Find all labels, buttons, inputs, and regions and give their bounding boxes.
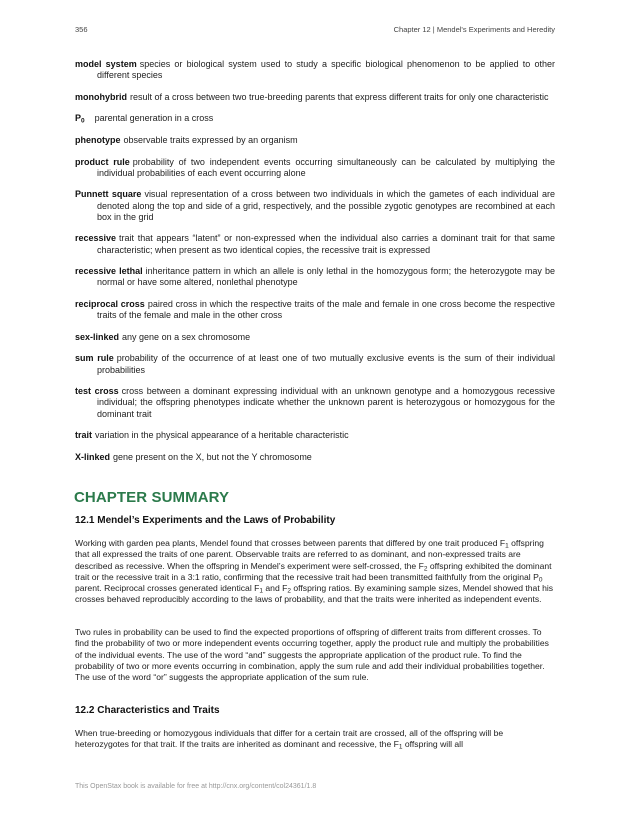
glossary-definition: visual representation of a cross between two individuals in which the gametes of each individual are denoted along the top and side of a grid, respectively, and the possible zygotic genotypes are recombined at each box in the grid (97, 189, 555, 222)
glossary-entry (75, 430, 555, 441)
glossary-term: X-linked (75, 451, 111, 462)
glossary-term: Punnett square (75, 189, 142, 200)
subscript: 1 (398, 743, 403, 751)
glossary-term: recessive (75, 233, 117, 244)
glossary-definition: trait that appears “latent” or non-expressed when the individual also carries a dominant trait for that same characteristic; when present as two identical copies, the recessive trait is expressed (97, 233, 555, 255)
text-run: When true-breeding or homozygous individuals that differ for a certain trait are crossed, all of the offspring will be heterozygotes for that trait. If the traits are inherited as dominant and recessive, the F (75, 728, 504, 750)
page-number: 356 (75, 25, 88, 34)
glossary-definition: result of a cross between two true-breeding parents that express different traits for only one characteristic (130, 91, 549, 102)
glossary-term-text: P (75, 113, 82, 124)
glossary-definition: parental generation in a cross (94, 113, 214, 124)
glossary-definition: gene present on the X, but not the Y chromosome (113, 451, 312, 462)
subscript: 2 (423, 565, 428, 573)
glossary-term-subscript: 0 (81, 117, 85, 125)
glossary-definition: variation in the physical appearance of a heritable characteristic (95, 430, 349, 441)
glossary-entry (75, 59, 555, 81)
glossary-entry (75, 233, 555, 255)
footer-note: This OpenStax book is available for free at http://cnx.org/content/col24361/1.8 (75, 783, 317, 790)
subscript: 2 (287, 587, 292, 595)
glossary-definition: any gene on a sex chromosome (122, 331, 251, 342)
text-run: and F (263, 583, 288, 594)
text-run: Working with garden pea plants, Mendel found that crosses between parents that differed by one trait produced F (75, 538, 506, 548)
glossary-entry (75, 92, 555, 103)
glossary-term: model system (75, 59, 137, 69)
text-run: offspring ratios. By examining sample sizes, Mendel showed that his crosses behaved reproducibly according to the laws of probability, and that the traits were inherited as independent events. (75, 583, 554, 605)
glossary-entry (75, 332, 555, 343)
glossary-entry (75, 299, 555, 321)
glossary-term: recessive lethal (75, 266, 143, 277)
subscript: 1 (259, 587, 264, 595)
section-heading-12-1: 12.1 Mendel’s Experiments and the Laws of Probability (75, 515, 336, 526)
text-run: parent. Reciprocal crosses generated identical F (75, 583, 260, 594)
glossary-term: reciprocal cross (75, 298, 145, 309)
glossary-term: sex-linked (75, 331, 120, 342)
glossary-definition: probability of two independent events occurring simultaneously can be calculated by multiplying the individual probabilities of each event occurring alone (97, 156, 555, 178)
text-run: offspring will all (402, 739, 464, 750)
chapter-summary-heading: CHAPTER SUMMARY (74, 489, 230, 506)
glossary-entry (75, 157, 555, 179)
glossary-entry (75, 452, 555, 463)
glossary-definition: observable traits expressed by an organism (123, 134, 298, 145)
text-run: offspring exhibited the dominant trait or the recessive trait in a 3:1 ratio, confirming that the recessive trait had been transmitted faithfully from the original P (75, 560, 552, 582)
glossary-definition: probability of the occurrence of at least one of two mutually exclusive events is the sum of their individual probabilities (97, 353, 556, 375)
glossary-entry (75, 113, 555, 124)
glossary-term: phenotype (75, 134, 121, 145)
glossary-list (75, 59, 555, 473)
glossary-term: product rule (75, 156, 130, 167)
summary-paragraph: Two rules in probability can be used to find the expected proportions of offspring of different traits from different crosses. To find the probability of two or more independent events occurring together, apply the product rule and multiply the probabilities of the individual events. The use of the word “and” suggests the appropriate application of the product rule. To find the probability of two or more events occurring in combination, apply the sum rule and add their individual probabilities together. The use of the word “or” suggests the appropriate application of the sum rule. (75, 627, 549, 683)
summary-paragraph (75, 728, 555, 751)
glossary-entry (75, 189, 555, 223)
glossary-term (75, 113, 85, 123)
glossary-term: monohybrid (75, 91, 127, 102)
glossary-definition: species or biological system used to study a specific biological phenomenon to be applied to other different species (97, 59, 556, 81)
glossary-term: trait (75, 430, 93, 441)
glossary-term: test cross (75, 386, 119, 397)
glossary-entry (75, 135, 555, 146)
glossary-definition: cross between a dominant expressing individual with an unknown genotype and a homozygous recessive individual; the offspring phenotypes indicate whether the unknown parent is heterozygous or homozygous for the dominant trait (97, 386, 555, 419)
glossary-term: sum rule (75, 353, 114, 364)
glossary-definition: paired cross in which the respective traits of the male and female in one cross become the respective traits of the female and male in the other cross (97, 298, 556, 321)
subscript: 0 (538, 576, 543, 584)
summary-paragraph (75, 538, 555, 606)
glossary-definition: inheritance pattern in which an allele is only lethal in the homozygous form; the heterozygote may be normal or have some altered, nonlethal phenotype (97, 266, 555, 288)
text-run: offspring that all expressed the traits of one parent. Observable traits are referred to as dominant, and non-expressed traits are described as recessive. When the offspring in Mendel’s experiment were self-crossed, the F (75, 538, 544, 571)
glossary-entry (75, 386, 555, 420)
glossary-entry (75, 353, 555, 375)
glossary-entry (75, 266, 555, 288)
section-heading-12-2: 12.2 Characteristics and Traits (75, 705, 220, 716)
chapter-header: Chapter 12 | Mendel's Experiments and Heredity (393, 25, 555, 34)
subscript: 1 (505, 542, 509, 550)
